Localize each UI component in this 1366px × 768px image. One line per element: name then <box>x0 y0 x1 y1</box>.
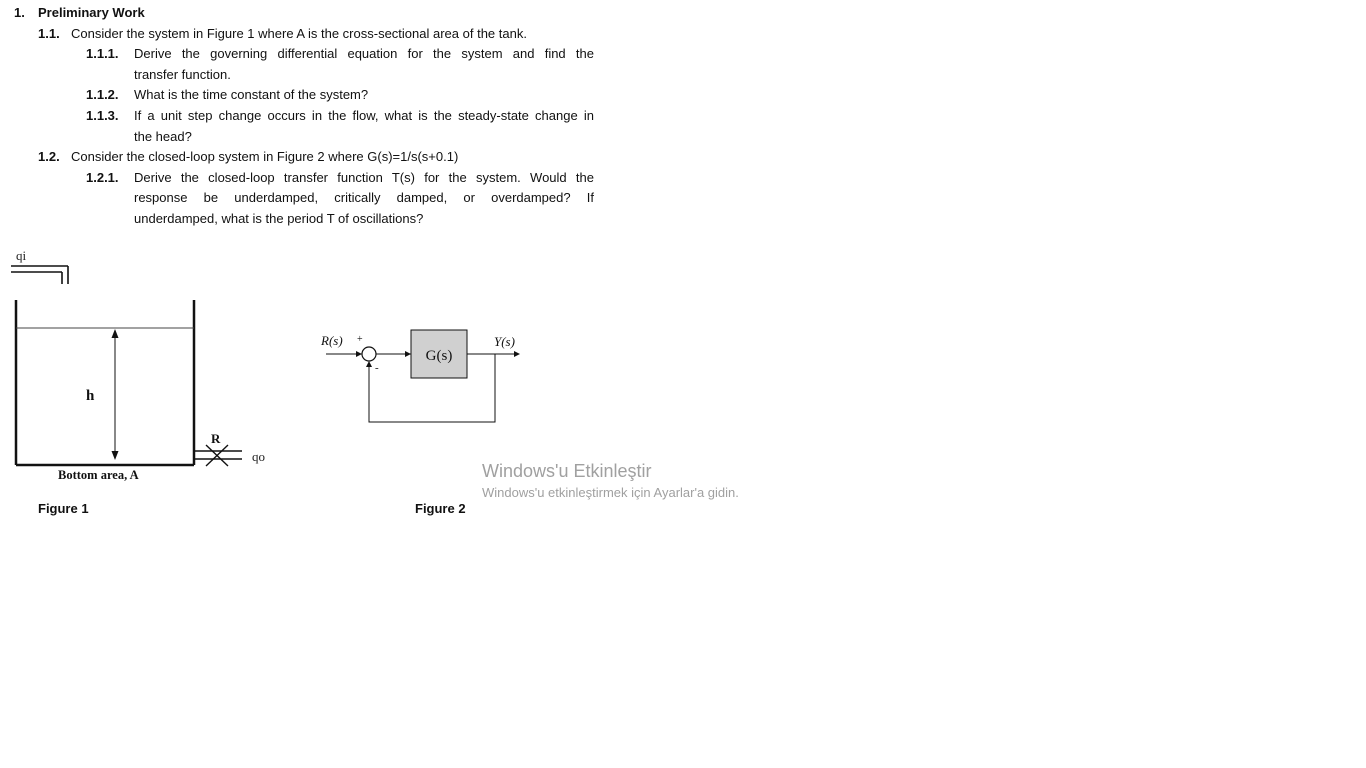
g-block-label: G(s) <box>425 348 453 364</box>
output-label: Y(s) <box>494 334 515 349</box>
activation-watermark-subtitle: Windows'u etkinleştirmek için Ayarlar'a gidin. <box>482 485 739 500</box>
inflow-pipe <box>11 266 68 284</box>
block-arrowhead <box>405 351 411 357</box>
item-text: What is the time constant of the system? <box>134 87 369 102</box>
output-arrowhead <box>514 351 520 357</box>
valve-label: R <box>211 431 221 446</box>
item-text: Derive the closed-loop transfer function T(s) for the system. Would the <box>134 170 594 185</box>
section-number: 1. <box>14 5 25 20</box>
figure-2-caption: Figure 2 <box>415 501 466 516</box>
outflow-label: qo <box>252 449 265 464</box>
item-number: 1.2. <box>38 149 60 164</box>
figure-1-caption: Figure 1 <box>38 501 89 516</box>
item-text-continued: the head? <box>134 129 192 144</box>
section-title: Preliminary Work <box>38 5 145 20</box>
summing-junction <box>362 347 376 361</box>
item-text-continued: transfer function. <box>134 67 231 82</box>
item-number: 1.1.1. <box>86 46 119 61</box>
plus-sign: + <box>357 334 363 345</box>
outlet-valve <box>194 445 242 466</box>
item-text: If a unit step change occurs in the flow, what is the steady-state change in <box>134 108 594 123</box>
item-text: Derive the governing differential equation for the system and find the <box>134 46 594 61</box>
tank <box>16 300 194 465</box>
height-label: h <box>86 388 95 404</box>
minus-sign: - <box>375 362 379 374</box>
figure-1-tank-diagram <box>0 240 300 490</box>
bottom-area-label: Bottom area, A <box>58 468 139 482</box>
item-text: Consider the system in Figure 1 where A is the cross-sectional area of the tank. <box>71 26 527 41</box>
item-text-continued: underdamped, what is the period T of oscillations? <box>134 211 424 226</box>
item-number: 1.1. <box>38 26 60 41</box>
inflow-label: qi <box>16 248 27 263</box>
height-arrow <box>112 329 119 460</box>
item-number: 1.1.3. <box>86 108 119 123</box>
item-text: Consider the closed-loop system in Figure 2 where G(s)=1/s(s+0.1) <box>71 149 459 164</box>
feedback-arrowhead <box>366 361 372 367</box>
item-text-continued: response be underdamped, critically damped, or overdamped? If <box>134 190 594 205</box>
figure-2-block-diagram <box>310 320 540 430</box>
activation-watermark-title: Windows'u Etkinleştir <box>482 461 652 481</box>
item-number: 1.1.2. <box>86 87 119 102</box>
input-label: R(s) <box>321 333 343 348</box>
item-number: 1.2.1. <box>86 170 119 185</box>
input-arrowhead <box>356 351 362 357</box>
